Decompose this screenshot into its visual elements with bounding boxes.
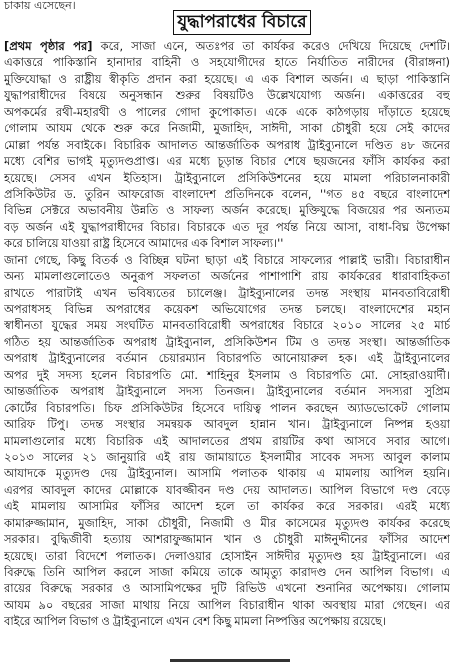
article-line-text: করে, সাজা এনে, অতঃপর তা কার্যকর করেও দেখিয়ে দিয়েছে দেশটি। (92, 39, 450, 53)
article-line: ২০১৩ সালের ২১ জানুয়ারি এই রায় জামায়াতে ইসলামীর সাবেক সদস্য আবুল কালাম (4, 449, 450, 464)
article-line (4, 38, 450, 54)
article-line: অন্য মামলাগুলোতেও অনুরূপ সফলতা অর্জনের পাশাপাশি রায় কার্যকরের ধারাবাহিকতা (4, 269, 450, 284)
article-line: বাইরে আপিল বিভাগ ও ট্রাইব্যুনালে এখন বেশ কিছু মামলা নিষ্পত্তির অপেক্ষায় রয়েছে। (4, 614, 387, 629)
article-line: মধ্যে বেশির ভাগই মৃত্যুদণ্ডপ্রাপ্ত। এর মধ্যে চূড়ান্ত বিচার শেষে ছয়জনের ফাঁসি কার্যকর করা (4, 154, 450, 169)
article-line: রায়ের বিরুদ্ধে সরকার ও আসামিপক্ষের দুটি রিভিউ এখনো শুনানির অপেক্ষায়। গোলাম (4, 581, 450, 596)
article-line: একাত্তরে পাকিস্তানি হানাদার বাহিনী ও সহযোগীদের হাতে নির্যাতিত নারীদের (বীরাঙ্গনা) (4, 55, 450, 70)
article-headline: যুদ্ধাপরাধের বিচারে (177, 11, 307, 32)
article-line: কামারুজ্জামান, মুজাহিদ, সাকা চৌধুরী, নিজামী ও মীর কাসেমের মৃত্যুদণ্ড কার্যকর করেছে (4, 515, 450, 530)
article-line: কোর্টের বিচারপতি। চিফ প্রসিকিউটর হিসেবে দায়িত্ব পালন করছেন অ্যাডভোকেট গোলাম (4, 400, 450, 415)
article-line: বিরুদ্ধে তিনি আপিল করলে সাজা কমিয়ে তাকে আমৃত্যু কারাদণ্ড দেন আপিল বিভাগ। এ (4, 565, 450, 579)
article-line: আন্তর্জাতিক অপরাধ ট্রাইব্যুনালে সদস্য তিনজন। ট্রাইব্যুনালের বর্তমান সদস্যরা সুপ্রিম (4, 384, 450, 399)
previous-column-fragment: চাকায় এসেছেন। (4, 0, 76, 12)
article-line: জানা গেছে, কিছু বিতর্ক ও বিচ্ছিন্ন ঘটনা ছাড়া এই বিচারে সাফল্যের পাল্লাই ভারী। বিচারাধীন (4, 252, 450, 267)
article-line: অপর দুই সদস্য হলেন বিচারপতি মো. শাহিনুর ইসলাম ও বিচারপতি মো. সোহরাওয়ার্দী। (4, 367, 450, 382)
article-line: করে চালিয়ে যাওয়া রাষ্ট্র হিসেবে আমাদের এক বিশাল সাফল্য।'' (4, 236, 284, 251)
article-line: হয়েছে। তারা বিদেশে পলাতক। দেলাওয়ার হোসাইন সাঈদীর মৃত্যুদণ্ড হয় ট্রাইব্যুনালে। এর (4, 548, 450, 563)
article-line: মোল্লা পর্যন্ত সবাইকে। বিচারিক আদালত আন্তর্জাতিক অপরাধ ট্রাইব্যুনালে দণ্ডিত ৪৮ জনের (4, 137, 450, 152)
article-line: এরপর আবদুল কাদের মোল্লাকে যাবজ্জীবন দণ্ড দেয় আদালত। আপিল বিভাগে দণ্ড বেড়ে (4, 482, 450, 497)
article-line: রাখতে পারাটাই এখন ভবিষ্যতের চ্যালেঞ্জ। ট্রাইব্যুনালের তদন্ত সংস্থায় মানবতাবিরোধী (4, 285, 450, 300)
continued-from-front-page-marker: [প্রথম পৃষ্ঠার পর] (4, 39, 93, 53)
next-section-cropped-text (170, 659, 290, 662)
article-line: হয়েছে। সেসব এখন ইতিহাস। ট্রাইব্যুনালে প্রসিকিউশনের হয়ে মামলা পরিচালনাকারী (4, 170, 450, 185)
article-line: সরকার। বুদ্ধিজীবী হত্যায় আশরাফুজ্জামান খান ও চৌধুরী মাঈনুদ্দীনের ফাঁসির আদেশ (4, 532, 450, 547)
article-line: স্বাধীনতা যুদ্ধের সময় সংঘটিত মানবতাবিরোধী অপরাধের বিচারে ২০১০ সালের ২৫ মার্চ (4, 318, 450, 333)
article-line: মুক্তিযোদ্ধা ও রাষ্ট্রীয় স্বীকৃতি প্রদান করা হয়েছে। এ এক বিশাল অর্জন। এ ছাড়া পাকিস্তানি (4, 71, 450, 86)
article-line: বিভিন্ন সেক্টরে অভাবনীয় উন্নতি ও সাফল্য অর্জন করেছে। মুক্তিযুদ্ধে বিজয়ের পর অন্যতম (4, 203, 450, 218)
article-line: গঠিত হয় আন্তর্জাতিক অপরাধ ট্রাইব্যুনাল, প্রসিকিউশন টিম ও তদন্ত সংস্থা। আন্তর্জাতিক (4, 334, 450, 349)
headline-box (173, 10, 311, 35)
article-line: এই মামলায় আসামির ফাঁসির আদেশ হলে তা কার্যকর করে সরকার। এরই মধ্যে (4, 499, 450, 514)
article-line: আরিফ টিপু। তদন্ত সংস্থার সমন্বয়ক আবদুল হান্নান খান। ট্রাইব্যুনালে নিষ্পন্ন হওয়া (4, 417, 450, 432)
article-line: আযাদকে মৃত্যুদণ্ড দেয় ট্রাইব্যুনাল। আসামি পলাতক থাকায় এ মামলায় আপিল হয়নি। (4, 466, 450, 481)
article-body (4, 38, 450, 630)
article-line: প্রসিকিউটর ড. তুরিন আফরোজ বাংলাদেশ প্রতিদিনকে বলেন, ''গত ৪৫ বছরে বাংলাদেশ (4, 186, 450, 201)
article-line: যুদ্ধাপরাধীদের বিষয়ে অনুসন্ধান শুরুর বিষয়টিও উল্লেখযোগ্য অর্জন। একাত্তরের বহু (4, 88, 450, 103)
article-line: অপরাধ ট্রাইব্যুনালের বর্তমান চেয়ারম্যান বিচারপতি আনোয়ারুল হক। এই ট্রাইব্যুনালের (4, 351, 450, 366)
article-line: আযম ৯০ বছরের সাজা মাথায় নিয়ে আপিল বিচারাধীন থাকা অবস্থায় মারা গেছেন। এর (4, 597, 450, 612)
article-line: গোলাম আযম থেকে শুরু করে নিজামী, মুজাহিদ, সাঈদী, সাকা চৌধুরী হয়ে সেই কাদের (4, 121, 450, 136)
article-line: অপকর্মের রথী-মহারথী ও পালের গোদা কুপোকাত। একে একে কাঠগড়ায় দাঁড়াতে হয়েছে (4, 104, 450, 119)
article-line: বড় অর্জন এই যুদ্ধাপরাধীদের বিচার। বিচারকে এত দূর পর্যন্ত নিয়ে আসা, বাধা-বিঘ্ন উপেক্ষা (4, 219, 450, 234)
article-line: মামলাগুলোর মধ্যে বিচারিক এই আদালতের প্রথম রায়টির কথা আসবে সবার আগে। (4, 433, 450, 448)
next-section-edge (130, 655, 330, 663)
article-line: অপরাধসহ বিভিন্ন অপরাধের কয়েকশ অভিযোগের তদন্ত চলছে। বাংলাদেশের মহান (4, 302, 450, 316)
